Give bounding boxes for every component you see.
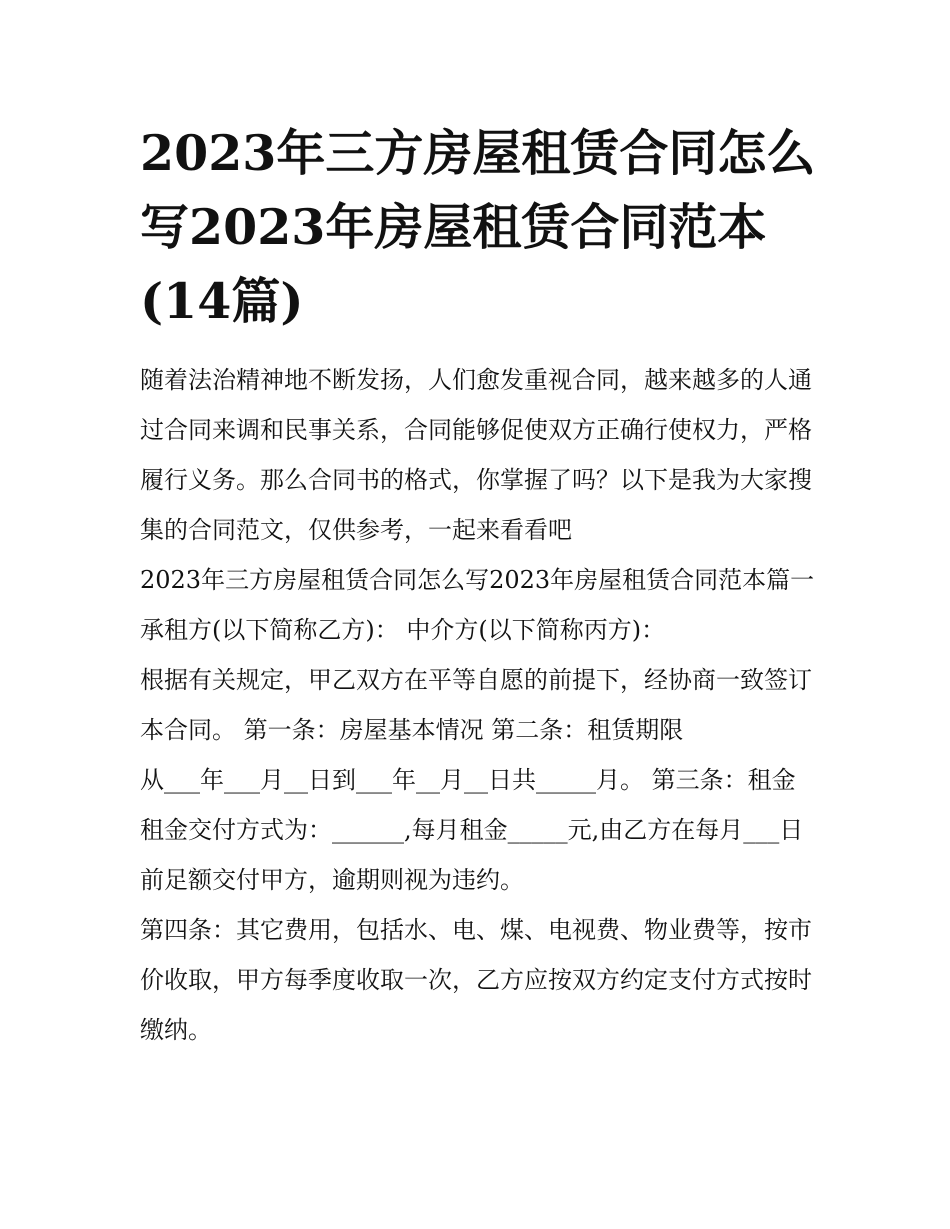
document-body: [140, 355, 815, 1055]
document-title: 2023年三方房屋租赁合同怎么写2023年房屋租赁合同范本(14篇): [140, 124, 816, 330]
terms-paragraph: 根据有关规定，甲乙双方在平等自愿的前提下，经协商一致签订本合同。 第一条：房屋基本情况 第二条：租赁期限: [140, 666, 812, 744]
rent-payment-paragraph: 租金交付方式为：______,每月租金_____元,由乙方在每月___日前足额交付甲方，逾期则视为违约。: [140, 816, 804, 894]
other-fees-paragraph: 第四条：其它费用，包括水、电、煤、电视费、物业费等，按市价收取，甲方每季度收取一次，乙方应按双方约定支付方式按时缴纳。: [140, 916, 812, 1044]
contract-heading-paragraph: 2023年三方房屋租赁合同怎么写2023年房屋租赁合同范本篇一 承租方(以下简称乙方)： 中介方(以下简称丙方)：: [140, 566, 815, 644]
lease-period-paragraph: 从___年___月__日到___年__月__日共_____月。 第三条：租金: [140, 766, 796, 794]
intro-paragraph: 随着法治精神地不断发扬，人们愈发重视合同，越来越多的人通过合同来调和民事关系，合同能够促使双方正确行使权力，严格履行义务。那么合同书的格式，你掌握了吗？以下是我为大家搜集的合同范文，仅供参考，一起来看看吧: [140, 366, 812, 544]
